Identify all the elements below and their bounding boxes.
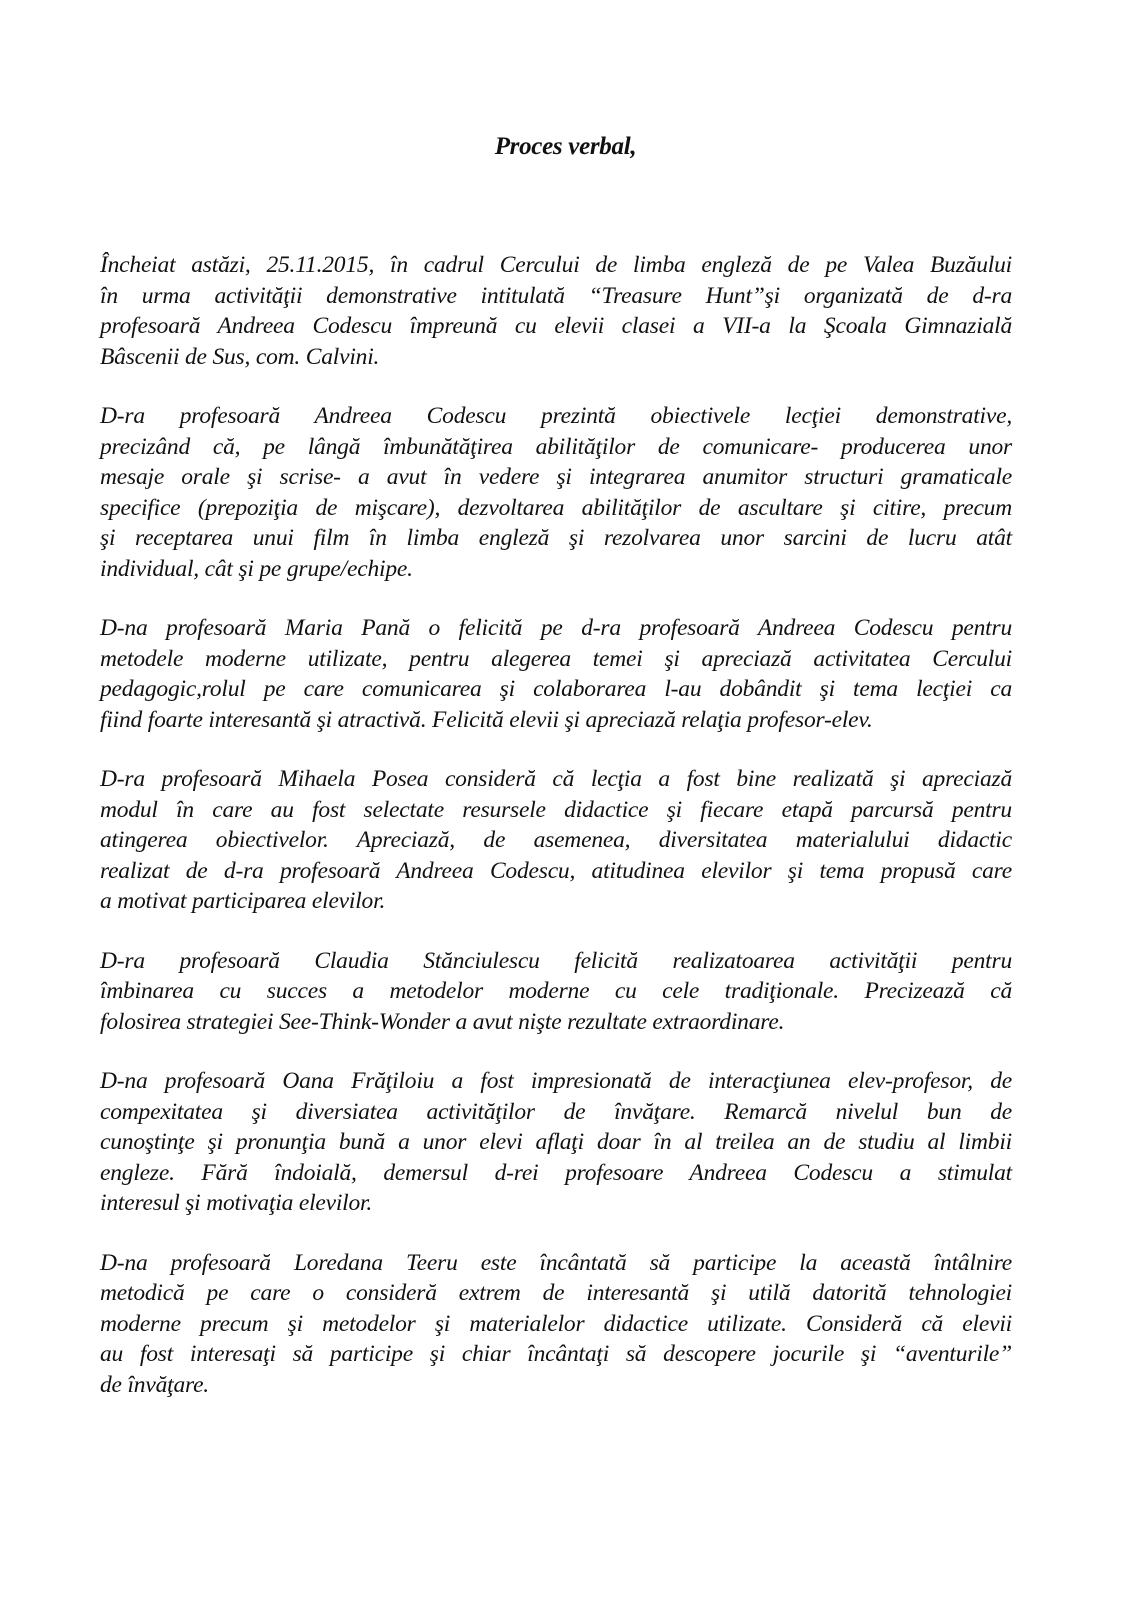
text-line: D-na profesoară Maria Pană o felicită pe d-ra profesoară Andreea Codescu pentru (100, 615, 1012, 641)
text-line: îmbinarea cu succes a metodelor moderne cu cele tradiţionale. Precizează că (100, 978, 1012, 1004)
text-line: au fost interesaţi să participe şi chiar încântaţi să descopere jocurile şi “aventurile” (100, 1341, 1012, 1367)
text-line: interesul şi motivaţia elevilor. (100, 1190, 373, 1216)
text-line: şi receptarea unui film în limba engleză şi rezolvarea unor sarcini de lucru atât (100, 525, 1012, 551)
text-line: folosirea strategiei See-Think-Wonder a avut nişte rezultate extraordinare. (100, 1008, 785, 1035)
document-body (100, 250, 1012, 1429)
text-line: D-na profesoară Oana Frăţiloiu a fost impresionată de interacţiunea elev-profesor, de (100, 1068, 1012, 1094)
text-line: atingerea obiectivelor. Apreciază, de asemenea, diversitatea materialului didactic (100, 827, 1012, 853)
text-line: de învăţare. (100, 1371, 209, 1398)
paragraph-opening (100, 250, 1012, 372)
text-line: Încheiat astăzi, 25.11.2015, în cadrul Cercului de limba engleză de pe Valea Buzăului (100, 252, 1012, 278)
text-line: D-ra profesoară Mihaela Posea consideră că lecţia a fost bine realizată şi apreciază (100, 766, 1012, 792)
text-line: D-na profesoară Loredana Teeru este încântată să participe la această întâlnire (100, 1249, 1012, 1276)
text-line: pedagogic,rolul pe care comunicarea şi colaborarea l-au dobândit şi tema lecţiei ca (100, 676, 1012, 702)
text-line: a motivat participarea elevilor. (100, 888, 386, 914)
text-line: individual, cât şi pe grupe/echipe. (100, 555, 413, 582)
paragraph-teeru-feedback (100, 1248, 1012, 1401)
text-line: D-ra profesoară Claudia Stănciulescu felicită realizatoarea activităţii pentru (100, 947, 1012, 974)
text-line: moderne precum şi metodelor şi materialelor didactice utilizate. Consideră că elevii (100, 1310, 1012, 1337)
paragraph-stanciulescu-feedback (100, 946, 1012, 1038)
text-line: cunoştinţe şi pronunţia bună a unor elevi aflaţi doar în al treilea an de studiu al limbii (100, 1129, 1012, 1155)
paragraph-fratiloiu-feedback (100, 1066, 1012, 1219)
text-line: compexitatea şi diversiatea activităţilor de învăţare. Remarcă nivelul bun de (100, 1098, 1012, 1125)
text-line: D-ra profesoară Andreea Codescu prezintă obiectivele lecţiei demonstrative, (100, 403, 1012, 429)
paragraph-posea-feedback (100, 764, 1012, 917)
text-line: în urma activităţii demonstrative intitulată “Treasure Hunt”şi organizată de d-ra (100, 282, 1012, 309)
document-title: Proces verbal, (494, 133, 637, 160)
text-line: realizat de d-ra profesoară Andreea Codescu, atitudinea elevilor şi tema propusă care (100, 857, 1012, 884)
text-line: metodică pe care o consideră extrem de interesantă şi utilă datorită tehnologiei (100, 1280, 1012, 1306)
text-line: metodele moderne utilizate, pentru alegerea temei şi apreciază activitatea Cercului (100, 645, 1012, 672)
text-line: modul în care au fost selectate resursele didactice şi fiecare etapă parcursă pentru (100, 796, 1012, 823)
text-line: Bâscenii de Sus, com. Calvini. (100, 343, 380, 370)
text-line: fiind foarte interesantă şi atractivă. Felicită elevii şi apreciază relaţia profesor-elev. (100, 706, 873, 733)
text-line: mesaje orale şi scrise- a avut în vedere şi integrarea anumitor structuri gramaticale (100, 464, 1012, 490)
text-line: specifice (prepoziţia de mişcare), dezvoltarea abilităţilor de ascultare şi citire, precum (100, 494, 1012, 521)
text-line: profesoară Andreea Codescu împreună cu elevii clasei a VII-a la Şcoala Gimnazială (100, 313, 1012, 339)
paragraph-codescu-objectives (100, 401, 1012, 584)
text-line: precizând că, pe lângă îmbunătăţirea abilităţilor de comunicare- producerea unor (100, 433, 1012, 460)
text-line: engleze. Fără îndoială, demersul d-rei profesoare Andreea Codescu a stimulat (100, 1159, 1012, 1186)
paragraph-pana-feedback (100, 613, 1012, 735)
